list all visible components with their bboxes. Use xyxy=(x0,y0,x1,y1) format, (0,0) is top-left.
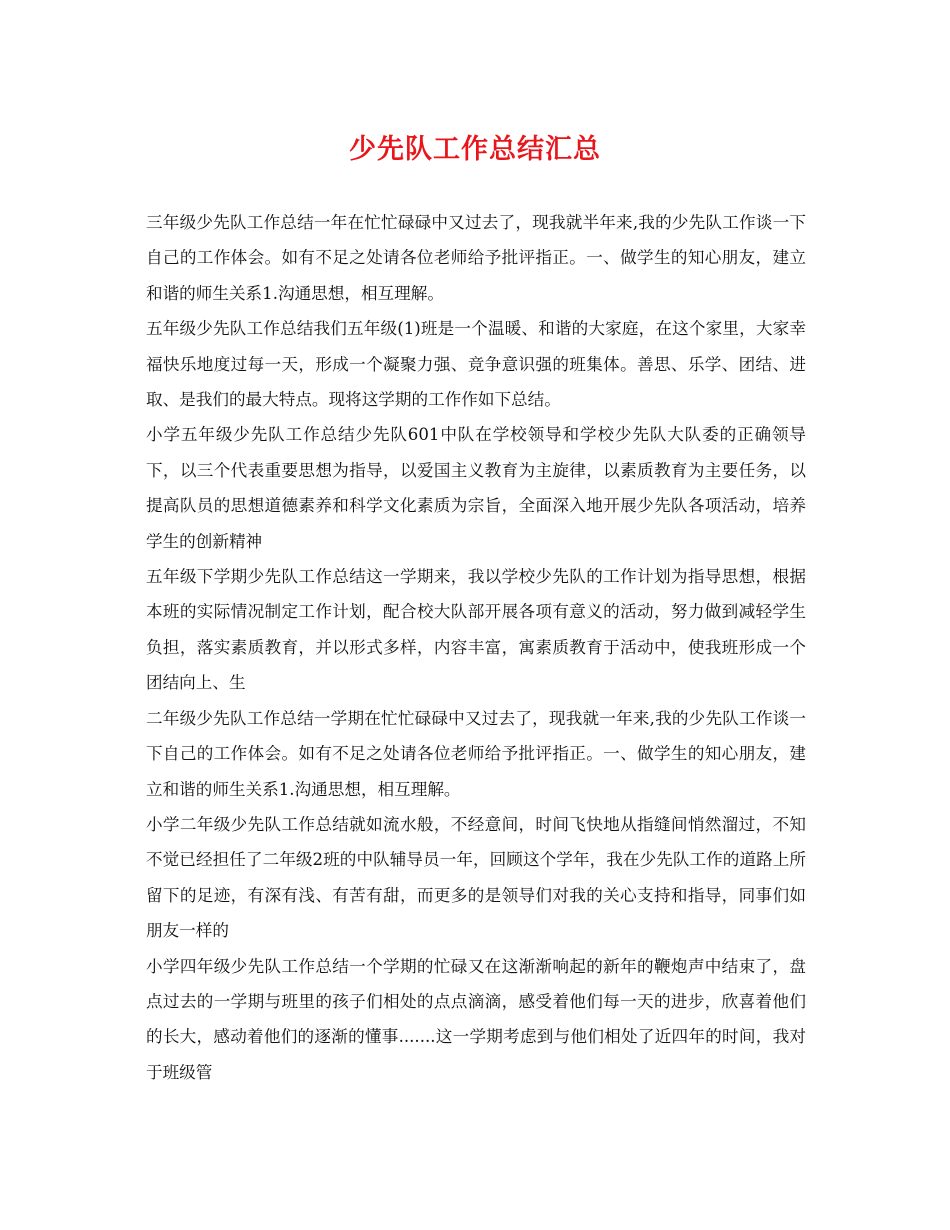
paragraph-grade5-summary: 五年级少先队工作总结我们五年级(1)班是一个温暖、和谐的大家庭，在这个家里，大家幸福快乐地度过每一天，形成一个凝聚力强、竞争意识强的班集体。善思、乐学、团结、进取、是我们的最大特点。现将这学期的工作作如下总结。 xyxy=(146,319,806,410)
paragraph-primary-grade2-summary: 小学二年级少先队工作总结就如流水般，不经意间，时间飞快地从指缝间悄然溜过，不知不觉已经担任了二年级2班的中队辅导员一年，回顾这个学年，我在少先队工作的道路上所留下的足迹，有深有浅、有苦有甜，而更多的是领导们对我的关心支持和指导，同事们如朋友一样的 xyxy=(146,814,806,941)
paragraph-grade3-summary: 三年级少先队工作总结一年在忙忙碌碌中又过去了，现我就半年来,我的少先队工作谈一下自己的工作体会。如有不足之处请各位老师给予批评指正。一、做学生的知心朋友，建立和谐的师生关系1.沟通思想，相互理解。 xyxy=(146,213,806,303)
paragraph-primary-grade5-summary: 小学五年级少先队工作总结少先队601中队在学校领导和学校少先队大队委的正确领导下，以三个代表重要思想为指导，以爱国主义教育为主旋律，以素质教育为主要任务，以提高队员的思想道德素养和科学文化素质为宗旨，全面深入地开展少先队各项活动，培养学生的创新精神 xyxy=(146,425,806,551)
paragraph-primary-grade4-summary: 小学四年级少先队工作总结一个学期的忙碌又在这渐渐响起的新年的鞭炮声中结束了，盘点过去的一学期与班里的孩子们相处的点点滴滴，感受着他们每一天的进步，欣喜着他们的长大，感动着他们的逐渐的懂事.......这一学期考虑到与他们相处了近四年的时间，我对于班级管 xyxy=(146,956,806,1082)
document-body xyxy=(146,205,806,1090)
paragraph-grade2-summary: 二年级少先队工作总结一学期在忙忙碌碌中又过去了，现我就一年来,我的少先队工作谈一下自己的工作体会。如有不足之处请各位老师给予批评指正。一、做学生的知心朋友，建立和谐的师生关系1.沟通思想，相互理解。 xyxy=(146,708,806,799)
document-title: 少先队工作总结汇总 xyxy=(349,134,601,165)
paragraph-grade5-second-term-summary: 五年级下学期少先队工作总结这一学期来，我以学校少先队的工作计划为指导思想，根据本班的实际情况制定工作计划，配合校大队部开展各项有意义的活动，努力做到减轻学生负担，落实素质教育，并以形式多样，内容丰富，寓素质教育于活动中，使我班形成一个团结向上、生 xyxy=(146,567,806,693)
